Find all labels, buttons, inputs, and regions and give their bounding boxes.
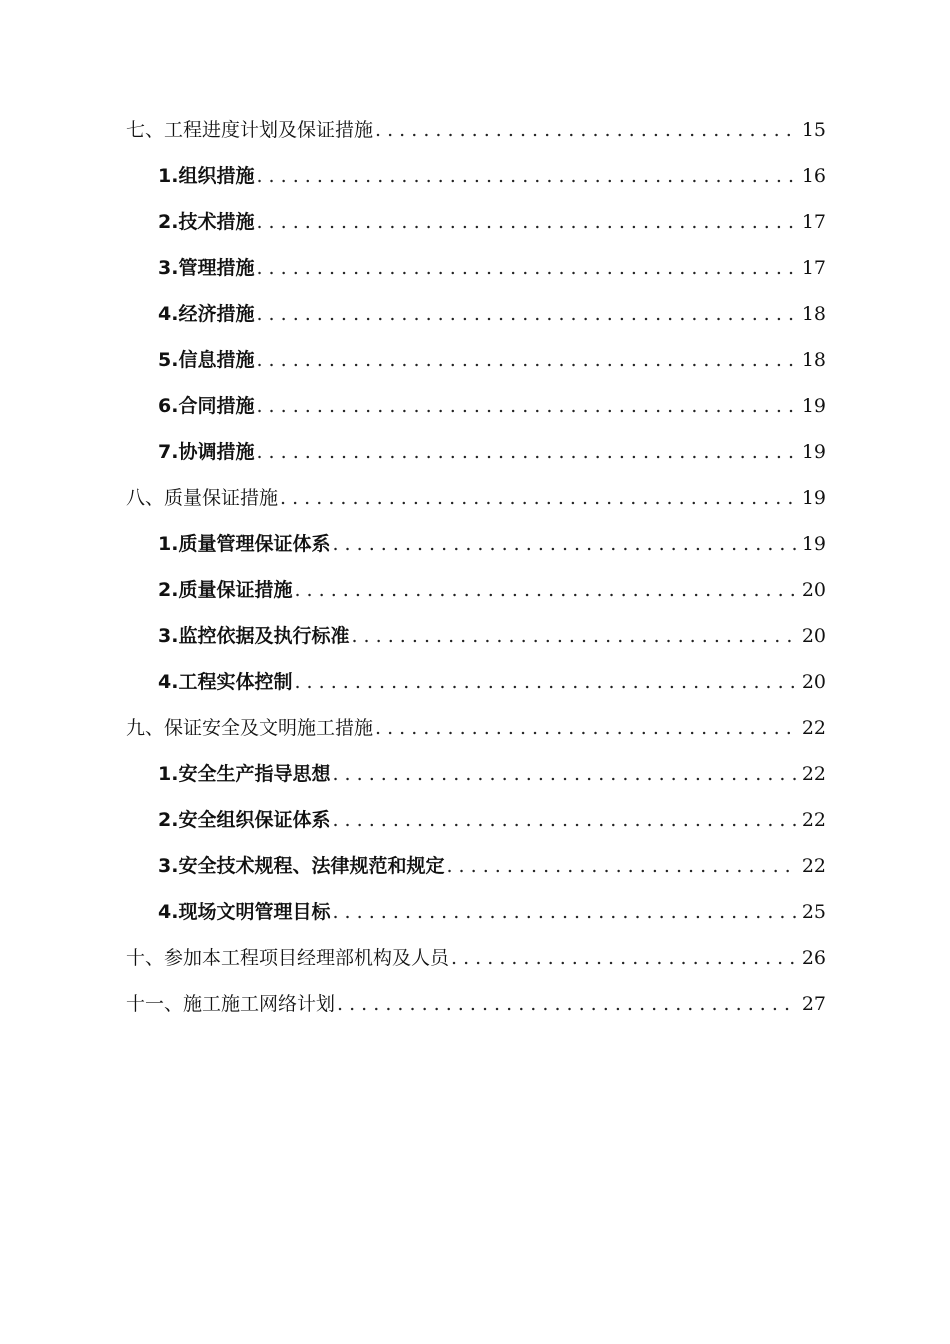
toc-section-entry[interactable] bbox=[0, 475, 950, 521]
dot-leader bbox=[294, 659, 796, 705]
toc-entry-number: 4. bbox=[158, 901, 179, 923]
toc-entry-number: 3. bbox=[158, 257, 179, 279]
toc-entry-page-number: 16 bbox=[801, 165, 826, 187]
toc-entry-page-number: 25 bbox=[801, 901, 826, 923]
toc-entry-title: 十、参加本工程项目经理部机构及人员 bbox=[126, 947, 450, 969]
toc-subsection-entry[interactable] bbox=[0, 797, 950, 843]
toc-entry-number: 4. bbox=[158, 671, 179, 693]
toc-section-entry[interactable] bbox=[0, 705, 950, 751]
toc-entry-number: 7. bbox=[158, 441, 179, 463]
dot-leader bbox=[332, 521, 796, 567]
toc-entry-page-number: 19 bbox=[801, 487, 826, 509]
dot-leader bbox=[337, 981, 796, 1027]
dot-leader bbox=[351, 613, 796, 659]
toc-subsection-entry[interactable] bbox=[0, 291, 950, 337]
toc-entry-title: 工程实体控制 bbox=[178, 671, 293, 693]
toc-entry-page-number: 15 bbox=[801, 119, 826, 141]
toc-entry-page-number: 20 bbox=[801, 625, 826, 647]
toc-entry-number: 2. bbox=[158, 211, 179, 233]
toc-entry-page-number: 22 bbox=[801, 717, 826, 739]
toc-subsection-entry[interactable] bbox=[0, 383, 950, 429]
toc-entry-page-number: 18 bbox=[801, 303, 826, 325]
dot-leader bbox=[375, 705, 796, 751]
toc-entry-number: 6. bbox=[158, 395, 179, 417]
toc-subsection-entry[interactable] bbox=[0, 843, 950, 889]
toc-entry-page-number: 20 bbox=[801, 671, 826, 693]
toc-entry-page-number: 22 bbox=[801, 809, 826, 831]
toc-entry-page-number: 19 bbox=[801, 395, 826, 417]
toc-entry-number: 2. bbox=[158, 809, 179, 831]
toc-entry-title: 现场文明管理目标 bbox=[178, 901, 331, 923]
toc-entry-title: 九、保证安全及文明施工措施 bbox=[126, 717, 374, 739]
toc-subsection-entry[interactable] bbox=[0, 567, 950, 613]
toc-entry-number: 1. bbox=[158, 763, 179, 785]
toc-entry-page-number: 17 bbox=[801, 257, 826, 279]
dot-leader bbox=[280, 475, 796, 521]
toc-subsection-entry[interactable] bbox=[0, 199, 950, 245]
toc-subsection-entry[interactable] bbox=[0, 751, 950, 797]
toc-subsection-entry[interactable] bbox=[0, 153, 950, 199]
toc-entry-title: 协调措施 bbox=[178, 441, 255, 463]
dot-leader bbox=[451, 935, 796, 981]
toc-entry-title: 安全技术规程、法律规范和规定 bbox=[178, 855, 445, 877]
toc-subsection-entry[interactable] bbox=[0, 429, 950, 475]
toc-entry-page-number: 19 bbox=[801, 441, 826, 463]
toc-entry-title: 质量保证措施 bbox=[178, 579, 293, 601]
toc-entry-title: 监控依据及执行标准 bbox=[178, 625, 350, 647]
toc-entry-number: 1. bbox=[158, 165, 179, 187]
toc-entry-title: 管理措施 bbox=[178, 257, 255, 279]
toc-entry-page-number: 19 bbox=[801, 533, 826, 555]
toc-entry-title: 技术措施 bbox=[178, 211, 255, 233]
toc-entry-title: 组织措施 bbox=[178, 165, 255, 187]
dot-leader bbox=[446, 843, 796, 889]
toc-entry-number: 3. bbox=[158, 855, 179, 877]
toc-entry-title: 信息措施 bbox=[178, 349, 255, 371]
toc-entry-page-number: 27 bbox=[801, 993, 826, 1015]
toc-section-entry[interactable] bbox=[0, 107, 950, 153]
toc-entry-number: 4. bbox=[158, 303, 179, 325]
toc-subsection-entry[interactable] bbox=[0, 337, 950, 383]
toc-entry-title: 经济措施 bbox=[178, 303, 255, 325]
dot-leader bbox=[256, 383, 796, 429]
toc-entry-page-number: 22 bbox=[801, 855, 826, 877]
toc-subsection-entry[interactable] bbox=[0, 659, 950, 705]
dot-leader bbox=[256, 337, 796, 383]
toc-section-entry[interactable] bbox=[0, 981, 950, 1027]
toc-entry-page-number: 22 bbox=[801, 763, 826, 785]
toc-subsection-entry[interactable] bbox=[0, 889, 950, 935]
dot-leader bbox=[332, 889, 796, 935]
toc-subsection-entry[interactable] bbox=[0, 245, 950, 291]
toc-entry-number: 2. bbox=[158, 579, 179, 601]
table-of-contents bbox=[0, 107, 950, 1027]
toc-entry-title: 七、工程进度计划及保证措施 bbox=[126, 119, 374, 141]
dot-leader bbox=[256, 429, 796, 475]
dot-leader bbox=[256, 153, 796, 199]
toc-entry-number: 1. bbox=[158, 533, 179, 555]
toc-entry-page-number: 20 bbox=[801, 579, 826, 601]
toc-entry-page-number: 17 bbox=[801, 211, 826, 233]
toc-subsection-entry[interactable] bbox=[0, 521, 950, 567]
dot-leader bbox=[256, 199, 796, 245]
toc-entry-number: 3. bbox=[158, 625, 179, 647]
toc-entry-page-number: 18 bbox=[801, 349, 826, 371]
toc-entry-page-number: 26 bbox=[801, 947, 826, 969]
dot-leader bbox=[332, 797, 796, 843]
dot-leader bbox=[332, 751, 796, 797]
toc-entry-number: 5. bbox=[158, 349, 179, 371]
dot-leader bbox=[256, 291, 796, 337]
toc-entry-title: 安全生产指导思想 bbox=[178, 763, 331, 785]
dot-leader bbox=[294, 567, 796, 613]
toc-entry-title: 质量管理保证体系 bbox=[178, 533, 331, 555]
toc-subsection-entry[interactable] bbox=[0, 613, 950, 659]
dot-leader bbox=[256, 245, 796, 291]
toc-entry-title: 合同措施 bbox=[178, 395, 255, 417]
dot-leader bbox=[375, 107, 796, 153]
toc-entry-title: 十一、施工施工网络计划 bbox=[126, 993, 336, 1015]
toc-entry-title: 八、质量保证措施 bbox=[126, 487, 279, 509]
toc-section-entry[interactable] bbox=[0, 935, 950, 981]
toc-entry-title: 安全组织保证体系 bbox=[178, 809, 331, 831]
